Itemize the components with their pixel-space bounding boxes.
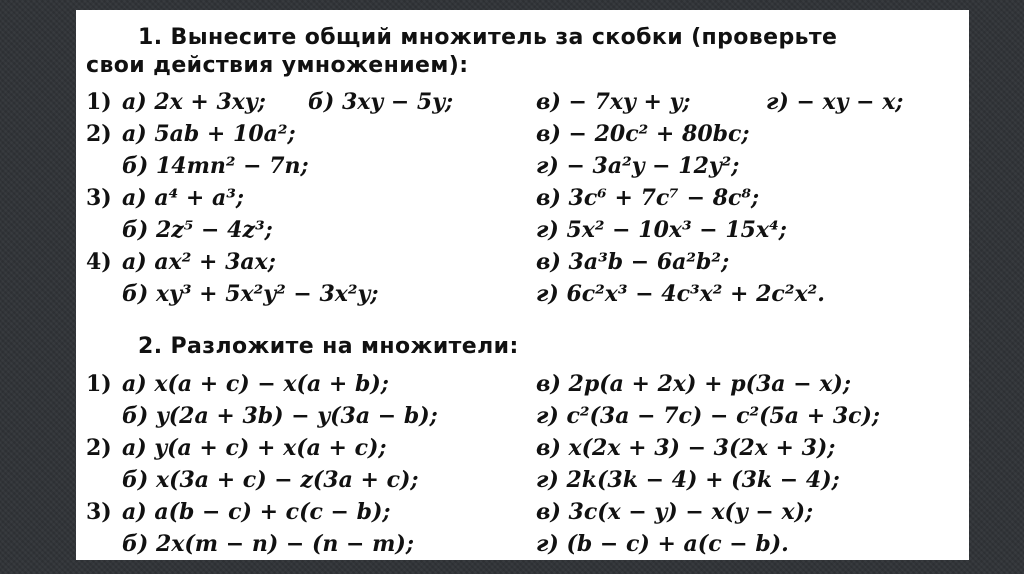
s1-row-2-item-a: а) 5ab + 10a²; [122, 121, 296, 147]
s1-row-1-item-c: в) − 7xy + y; [536, 89, 691, 115]
s2-row-4-item-c: г) 2k(3k − 4) + (3k − 4); [536, 467, 840, 493]
s1-row-2-item-c: в) − 20c² + 80bc; [536, 121, 750, 147]
worksheet [76, 10, 969, 560]
section1-title-line1: 1. Вынесите общий множитель за скобки (проверьте [138, 25, 838, 50]
s1-row-6-number: 4) [86, 249, 112, 275]
s2-row-3-item-c: в) x(2x + 3) − 3(2x + 3); [536, 435, 836, 461]
section1-title-line2: свои действия умножением): [86, 53, 469, 78]
s2-row-1-item-c: в) 2p(a + 2x) + p(3a − x); [536, 371, 851, 397]
s1-row-4-item-c: в) 3c⁶ + 7c⁷ − 8c⁸; [536, 185, 760, 211]
s1-row-1-item-b: б) 3xy − 5y; [308, 89, 454, 115]
s1-row-4-item-a: а) a⁴ + a³; [122, 185, 244, 211]
section2-title: 2. Разложите на множители: [138, 334, 519, 359]
s1-row-5-item-c: г) 5x² − 10x³ − 15x⁴; [536, 217, 787, 243]
s1-row-4-number: 3) [86, 185, 112, 211]
s1-row-5-item-a: б) 2z⁵ − 4z³; [122, 217, 273, 243]
s2-row-6-item-c: г) (b − c) + a(c − b). [536, 531, 789, 557]
s2-row-6-item-a: б) 2x(m − n) − (n − m); [122, 531, 414, 557]
s1-row-3-item-a: б) 14mn² − 7n; [122, 153, 309, 179]
s1-row-2-number: 2) [86, 121, 112, 147]
s1-row-1-item-a: а) 2x + 3xy; [122, 89, 266, 115]
s1-row-6-item-a: а) ax² + 3ax; [122, 249, 276, 275]
s2-row-2-item-c: г) c²(3a − 7c) − c²(5a + 3c); [536, 403, 881, 429]
s1-row-1-item-d: г) − xy − x; [766, 89, 904, 115]
s1-row-3-item-c: г) − 3a²y − 12y²; [536, 153, 740, 179]
s1-row-1-number: 1) [86, 89, 112, 115]
s1-row-7-item-a: б) xy³ + 5x²y² − 3x²y; [122, 281, 379, 307]
s2-row-5-item-a: а) a(b − c) + c(c − b); [122, 499, 391, 525]
s2-row-5-number: 3) [86, 499, 112, 525]
s1-row-7-item-c: г) 6c²x³ − 4c³x² + 2c²x². [536, 281, 825, 307]
s2-row-4-item-a: б) x(3a + c) − z(3a + c); [122, 467, 419, 493]
s1-row-6-item-c: в) 3a³b − 6a²b²; [536, 249, 730, 275]
s2-row-3-number: 2) [86, 435, 112, 461]
s2-row-2-item-a: б) y(2a + 3b) − y(3a − b); [122, 403, 438, 429]
s2-row-3-item-a: а) y(a + c) + x(a + c); [122, 435, 387, 461]
s2-row-1-item-a: а) x(a + c) − x(a + b); [122, 371, 389, 397]
s2-row-1-number: 1) [86, 371, 112, 397]
s2-row-5-item-c: в) 3c(x − y) − x(y − x); [536, 499, 814, 525]
